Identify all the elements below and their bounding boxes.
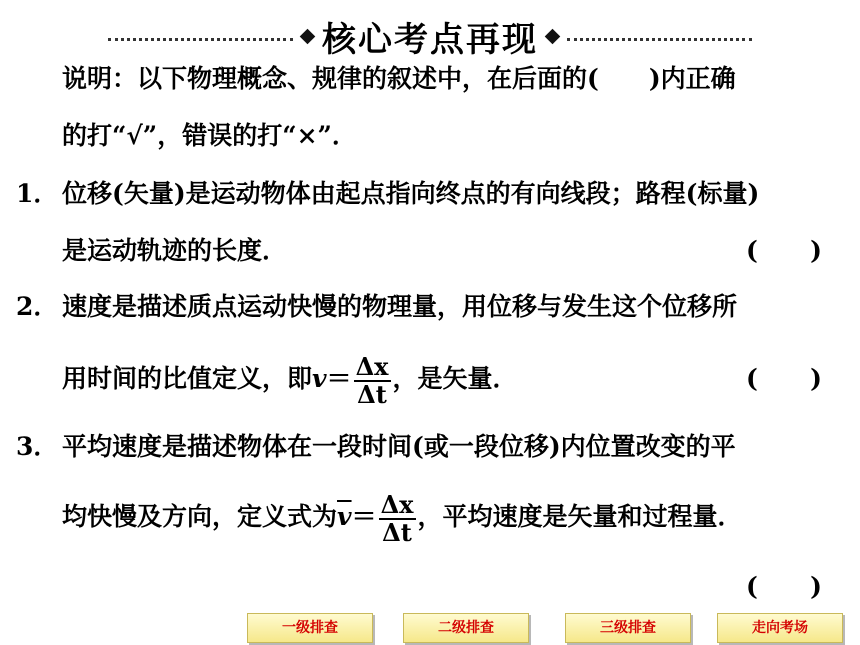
open-paren: (	[746, 236, 758, 265]
item-2-answer-paren	[746, 364, 822, 394]
level-3-check-button[interactable]: 三级排查	[565, 613, 691, 643]
velocity-symbol: v	[312, 364, 327, 393]
item-1-answer-paren	[746, 236, 822, 266]
close-paren: )	[810, 572, 822, 601]
item-1-line-1: 位移(矢量)是运动物体由起点指向终点的有向线段；路程(标量)	[62, 179, 760, 208]
right-dotted-rule	[567, 38, 752, 41]
open-paren: (	[746, 572, 758, 601]
equals-sign: ＝	[351, 502, 377, 531]
fraction-numerator: Δx	[380, 489, 414, 519]
level-2-check-button[interactable]: 二级排查	[403, 613, 529, 643]
bottom-navigation	[0, 611, 860, 645]
item-3-line-2-text: 均快慢及方向，定义式为	[62, 502, 338, 531]
item-3-line-1: 平均速度是描述物体在一段时间(或一段位移)内位置改变的平	[62, 432, 736, 461]
diamond-icon	[545, 28, 561, 44]
item-3-line-2-end: ，平均速度是矢量和过程量．	[417, 502, 743, 531]
open-paren: (	[746, 364, 758, 393]
page-title: 核心考点再现	[322, 19, 538, 60]
item-3-answer-paren	[746, 572, 822, 602]
left-dotted-rule	[108, 38, 293, 41]
to-exam-button[interactable]: 走向考场	[717, 613, 843, 643]
item-2-line-1: 速度是描述质点运动快慢的物理量，用位移与发生这个位移所	[62, 292, 738, 321]
fraction-numerator: Δx	[355, 351, 389, 381]
diamond-icon	[300, 28, 316, 44]
item-1-number: 1．	[16, 179, 59, 208]
fraction	[354, 351, 391, 409]
section-header	[0, 10, 860, 62]
fraction-denominator: Δt	[357, 379, 387, 409]
intro-line-1: 说明：以下物理概念、规律的叙述中，在后面的( )内正确	[62, 64, 736, 93]
item-2-line-2	[62, 350, 518, 408]
item-2-line-2-end: ，是矢量．	[392, 364, 518, 393]
average-velocity-symbol: $\overline{v}$	[337, 502, 352, 531]
equals-sign: ＝	[326, 364, 352, 393]
item-3-line-2	[62, 488, 743, 546]
close-paren: )	[810, 364, 822, 393]
fraction-denominator: Δt	[382, 517, 412, 547]
item-3-number: 3．	[16, 432, 59, 461]
item-1-line-2: 是运动轨迹的长度．	[62, 236, 288, 265]
level-1-check-button[interactable]: 一级排查	[247, 613, 373, 643]
item-2-line-2-text: 用时间的比值定义，即	[62, 364, 313, 393]
fraction	[379, 489, 416, 547]
item-2-number: 2．	[16, 292, 59, 321]
intro-line-2: 的打“√”，错误的打“×”．	[62, 121, 357, 150]
close-paren: )	[810, 236, 822, 265]
